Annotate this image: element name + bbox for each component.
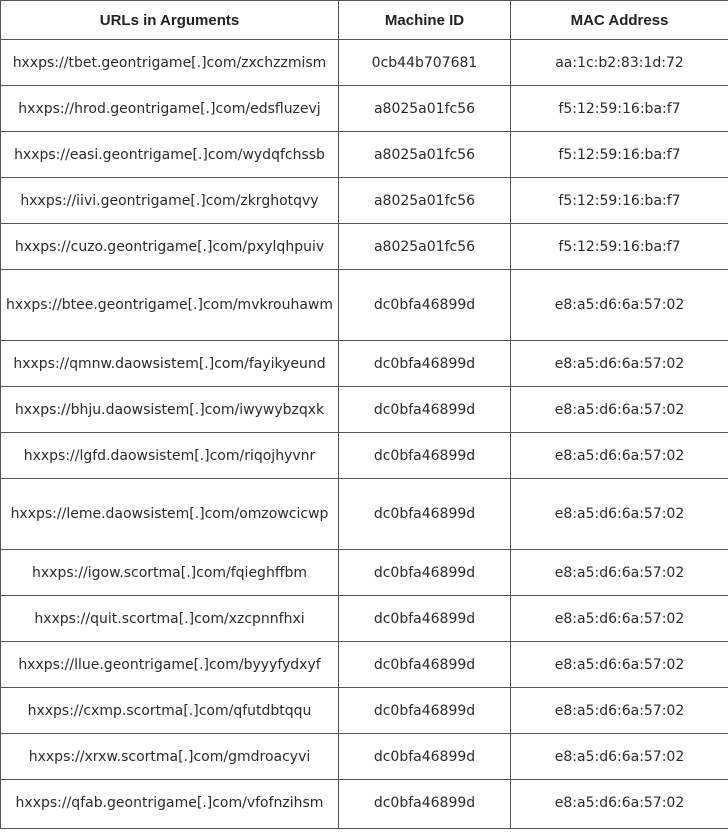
table-row — [1, 178, 728, 224]
mac-address-cell: e8:a5:d6:6a:57:02 — [511, 433, 728, 479]
machine-id-cell: dc0bfa46899d — [339, 780, 511, 829]
mac-address-cell: e8:a5:d6:6a:57:02 — [511, 341, 728, 387]
machine-id-cell: a8025a01fc56 — [339, 132, 511, 178]
mac-address-cell: f5:12:59:16:ba:f7 — [511, 178, 728, 224]
table-row — [1, 224, 728, 270]
url-cell: hxxps://hrod.geontrigame[.]com/edsfluzevj — [1, 86, 339, 132]
mac-address-cell: e8:a5:d6:6a:57:02 — [511, 387, 728, 433]
mac-address-cell: e8:a5:d6:6a:57:02 — [511, 780, 728, 829]
url-cell: hxxps://leme.daowsistem[.]com/omzowcicwp — [1, 479, 339, 550]
url-cell: hxxps://tbet.geontrigame[.]com/zxchzzmism — [1, 40, 339, 86]
mac-address-cell: e8:a5:d6:6a:57:02 — [511, 550, 728, 596]
table-row — [1, 86, 728, 132]
table-row — [1, 40, 728, 86]
machine-id-cell: a8025a01fc56 — [339, 86, 511, 132]
machine-id-cell: dc0bfa46899d — [339, 550, 511, 596]
machine-id-cell: dc0bfa46899d — [339, 642, 511, 688]
table-row — [1, 132, 728, 178]
table-row — [1, 688, 728, 734]
machine-id-cell: dc0bfa46899d — [339, 433, 511, 479]
url-cell: hxxps://cuzo.geontrigame[.]com/pxylqhpuiv — [1, 224, 339, 270]
header-row — [1, 1, 728, 40]
machine-id-cell: dc0bfa46899d — [339, 387, 511, 433]
machine-id-cell: dc0bfa46899d — [339, 734, 511, 780]
url-cell: hxxps://iivi.geontrigame[.]com/zkrghotqvy — [1, 178, 339, 224]
table-row — [1, 550, 728, 596]
table-row — [1, 780, 728, 829]
table-row — [1, 642, 728, 688]
machine-id-cell: dc0bfa46899d — [339, 596, 511, 642]
machine-id-cell: 0cb44b707681 — [339, 40, 511, 86]
url-cell: hxxps://bhju.daowsistem[.]com/iwywybzqxk — [1, 387, 339, 433]
machine-id-cell: dc0bfa46899d — [339, 270, 511, 341]
table-row — [1, 341, 728, 387]
machine-id-cell: a8025a01fc56 — [339, 224, 511, 270]
mac-address-cell: e8:a5:d6:6a:57:02 — [511, 479, 728, 550]
header-mac-address: MAC Address — [511, 1, 728, 40]
machine-id-cell: a8025a01fc56 — [339, 178, 511, 224]
table-body — [1, 40, 728, 829]
table-header — [1, 1, 728, 40]
table-row — [1, 433, 728, 479]
url-cell: hxxps://cxmp.scortma[.]com/qfutdbtqqu — [1, 688, 339, 734]
table-row — [1, 734, 728, 780]
header-urls-in-arguments: URLs in Arguments — [1, 1, 339, 40]
url-cell: hxxps://xrxw.scortma[.]com/gmdroacyvi — [1, 734, 339, 780]
url-cell: hxxps://btee.geontrigame[.]com/mvkrouhawm — [1, 270, 339, 341]
url-cell: hxxps://qfab.geontrigame[.]com/vfofnzihsm — [1, 780, 339, 829]
mac-address-cell: e8:a5:d6:6a:57:02 — [511, 642, 728, 688]
table-row — [1, 387, 728, 433]
url-cell: hxxps://lgfd.daowsistem[.]com/riqojhyvnr — [1, 433, 339, 479]
mac-address-cell: e8:a5:d6:6a:57:02 — [511, 688, 728, 734]
mac-address-cell: f5:12:59:16:ba:f7 — [511, 224, 728, 270]
mac-address-cell: e8:a5:d6:6a:57:02 — [511, 596, 728, 642]
mac-address-cell: e8:a5:d6:6a:57:02 — [511, 270, 728, 341]
url-cell: hxxps://easi.geontrigame[.]com/wydqfchssb — [1, 132, 339, 178]
mac-address-cell: aa:1c:b2:83:1d:72 — [511, 40, 728, 86]
mac-address-cell: f5:12:59:16:ba:f7 — [511, 86, 728, 132]
machine-id-cell: dc0bfa46899d — [339, 688, 511, 734]
table-row — [1, 479, 728, 550]
machine-id-cell: dc0bfa46899d — [339, 341, 511, 387]
mac-address-cell: f5:12:59:16:ba:f7 — [511, 132, 728, 178]
mac-address-cell: e8:a5:d6:6a:57:02 — [511, 734, 728, 780]
header-machine-id: Machine ID — [339, 1, 511, 40]
url-cell: hxxps://quit.scortma[.]com/xzcpnnfhxi — [1, 596, 339, 642]
table-row — [1, 270, 728, 341]
url-cell: hxxps://igow.scortma[.]com/fqieghffbm — [1, 550, 339, 596]
machine-id-cell: dc0bfa46899d — [339, 479, 511, 550]
url-cell: hxxps://qmnw.daowsistem[.]com/fayikyeund — [1, 341, 339, 387]
table-row — [1, 596, 728, 642]
url-cell: hxxps://llue.geontrigame[.]com/byyyfydxyf — [1, 642, 339, 688]
